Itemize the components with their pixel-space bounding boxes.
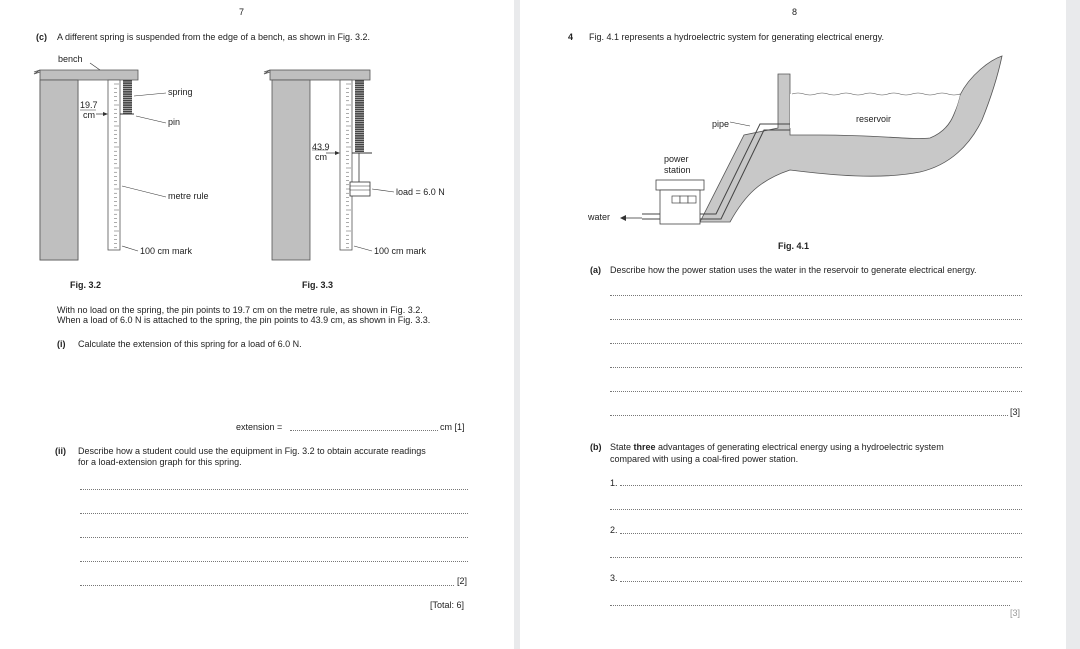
part-b-label: (b) <box>590 442 602 452</box>
figure-4-1 <box>520 0 1066 240</box>
question-ii-marks: [2] <box>457 576 468 586</box>
total-marks: [Total: 6] <box>430 600 465 610</box>
answer-line[interactable] <box>610 391 1022 392</box>
mark-label-33: 100 cm mark <box>374 246 427 256</box>
question-number: 4 <box>568 32 574 42</box>
part-b-marks: [3] <box>1010 608 1021 618</box>
fig33-caption: Fig. 3.3 <box>302 280 334 290</box>
paragraph-line-2: When a load of 6.0 N is attached to the spring, the pin points to 43.9 cm, as shown in Fig. 3.3. <box>57 315 431 325</box>
question-i-text: Calculate the extension of this spring for a load of 6.0 N. <box>78 339 302 349</box>
answer-line[interactable] <box>610 319 1022 320</box>
right-page <box>520 0 1066 649</box>
answer-line[interactable] <box>610 605 1010 606</box>
question-ii-line-1: Describe how a student could use the equipment in Fig. 3.2 to obtain accurate readings <box>78 446 426 456</box>
mark-label-32: 100 cm mark <box>140 246 193 256</box>
answer-line[interactable] <box>610 343 1022 344</box>
reservoir-label: reservoir <box>856 114 892 124</box>
load-label: load = 6.0 N <box>396 187 445 197</box>
power-station-label-1: power <box>664 154 689 164</box>
page-number: 7 <box>239 7 245 17</box>
metre-rule <box>340 80 352 250</box>
mark-leader <box>354 246 372 251</box>
answer-line[interactable] <box>610 557 1022 558</box>
part-b-line-1: State three advantages of generating electrical energy using a hydroelectric system <box>610 442 944 452</box>
spring-label: spring <box>168 87 193 97</box>
page-number: 8 <box>792 7 798 17</box>
extension-label: extension = <box>236 422 283 432</box>
fig41-caption: Fig. 4.1 <box>778 241 810 251</box>
part-a-text: Describe how the power station uses the water in the reservoir to generate electrical energy. <box>610 265 977 275</box>
extension-unit: cm [1] <box>440 422 465 432</box>
answer-line[interactable] <box>610 509 1022 510</box>
figure-3-3 <box>0 0 514 300</box>
fig32-caption: Fig. 3.2 <box>70 280 102 290</box>
question-i-label: (i) <box>57 339 66 349</box>
power-station-label-2: station <box>664 165 691 175</box>
item-number: 3. <box>610 573 618 583</box>
bench <box>264 70 370 260</box>
question-ii-label: (ii) <box>55 446 66 456</box>
answer-line[interactable] <box>80 513 468 514</box>
answer-line[interactable] <box>80 561 468 562</box>
paragraph-line-1: With no load on the spring, the pin points to 19.7 cm on the metre rule, as shown in Fig. 3.2. <box>57 305 423 315</box>
part-a-marks: [3] <box>1010 407 1021 417</box>
bench-label: bench <box>58 54 83 64</box>
answer-line[interactable] <box>80 537 468 538</box>
answer-line[interactable] <box>620 485 1022 486</box>
load-weight <box>350 182 370 196</box>
answer-line[interactable] <box>610 415 1008 416</box>
part-label: (c) <box>36 32 47 42</box>
load-leader <box>372 189 394 192</box>
pin-label: pin <box>168 117 181 127</box>
power-station <box>656 180 704 224</box>
item-number: 2. <box>610 525 618 535</box>
reading-value-32: 19.7 <box>80 100 98 110</box>
answer-line[interactable] <box>80 489 468 490</box>
metre-rule-label: metre rule <box>168 191 209 201</box>
reading-unit-33: cm <box>315 152 327 162</box>
dam-and-ground <box>700 56 1002 222</box>
part-text: A different spring is suspended from the edge of a bench, as shown in Fig. 3.2. <box>57 32 371 42</box>
answer-line[interactable] <box>620 533 1022 534</box>
left-page <box>0 0 514 649</box>
question-ii-line-2: for a load-extension graph for this spring. <box>78 457 242 467</box>
answer-line[interactable] <box>80 585 454 586</box>
answer-line[interactable] <box>620 581 1022 582</box>
answer-line[interactable] <box>610 295 1022 296</box>
answer-line[interactable] <box>610 367 1022 368</box>
reading-value-33: 43.9 <box>312 142 330 152</box>
pipe-label: pipe <box>712 119 730 129</box>
water-label: water <box>588 212 611 222</box>
part-a-label: (a) <box>590 265 601 275</box>
reading-unit-32: cm <box>83 110 95 120</box>
question-text: Fig. 4.1 represents a hydroelectric system for generating electrical energy. <box>589 32 884 42</box>
part-b-line-2: compared with using a coal-fired power station. <box>610 454 799 464</box>
item-number: 1. <box>610 478 618 488</box>
stretched-spring <box>355 80 364 152</box>
extension-answer-line[interactable] <box>290 430 438 431</box>
